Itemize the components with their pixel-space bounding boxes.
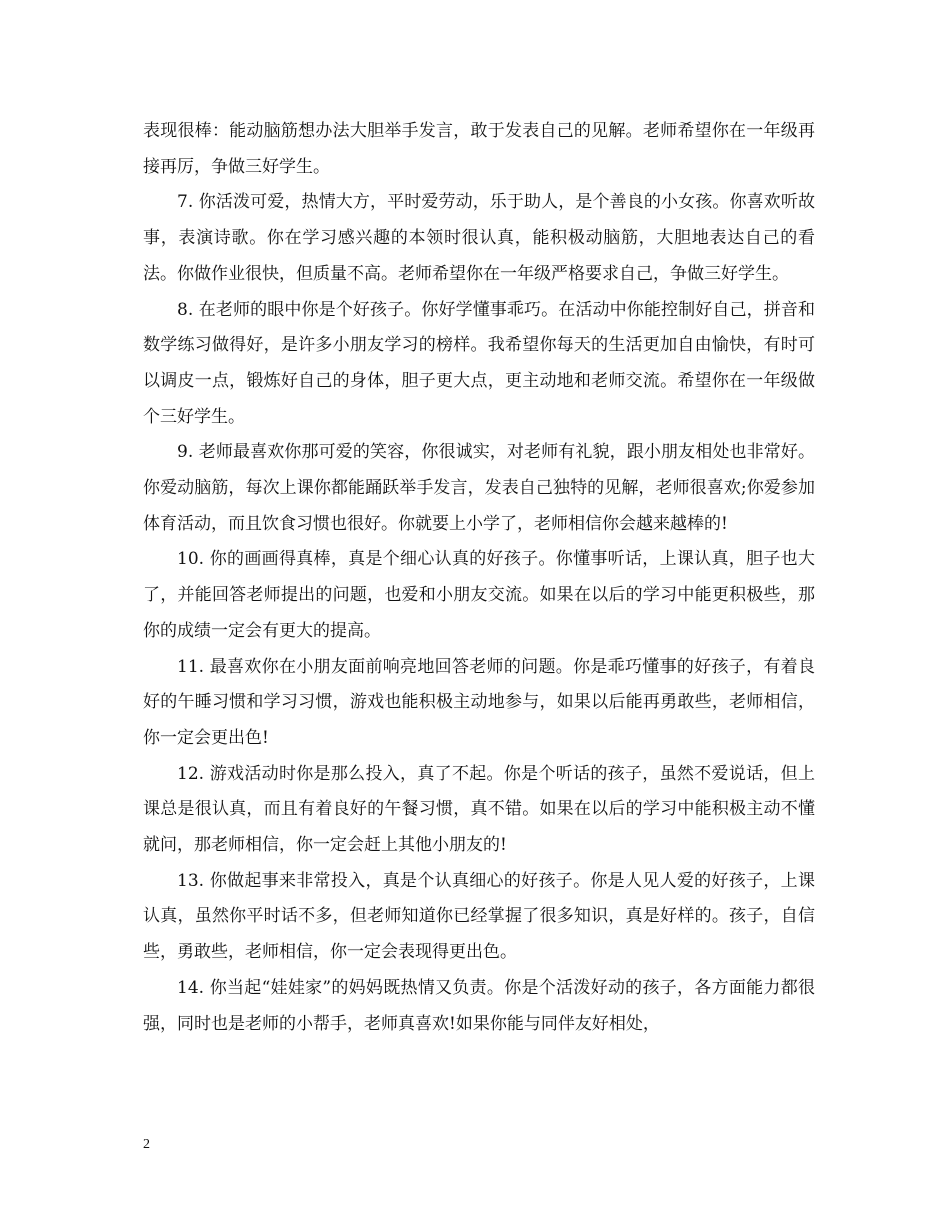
paragraph-item-8: 8. 在老师的眼中你是个好孩子。你好学懂事乖巧。在活动中你能控制好自己，拼音和数学练习做得好，是许多小朋友学习的榜样。我希望你每天的生活更加自由愉快，有时可以调皮一点，锻炼好自己的身体，胆子更大点，更主动地和老师交流。希望你在一年级做个三好学生。 xyxy=(143,299,815,427)
paragraph-item-9: 9. 老师最喜欢你那可爱的笑容，你很诚实，对老师有礼貌，跟小朋友相处也非常好。你爱动脑筋，每次上课你都能踊跃举手发言，发表自己独特的见解，老师很喜欢;你爱参加体育活动，而且饮食习惯也很好。你就要上小学了，老师相信你会越来越棒的! xyxy=(143,442,815,534)
page-number: 2 xyxy=(143,1137,150,1152)
paragraph-item-10: 10. 你的画画得真棒，真是个细心认真的好孩子。你懂事听话，上课认真，胆子也大了，并能回答老师提出的问题，也爱和小朋友交流。如果在以后的学习中能更积极些，那你的成绩一定会有更大的提高。 xyxy=(143,549,815,641)
paragraph-item-7: 7. 你活泼可爱，热情大方，平时爱劳动，乐于助人，是个善良的小女孩。你喜欢听故事，表演诗歌。你在学习感兴趣的本领时很认真，能积极动脑筋，大胆地表达自己的看法。你做作业很快，但质量不高。老师希望你在一年级严格要求自己，争做三好学生。 xyxy=(143,192,815,284)
paragraph-item-14: 14. 你当起“娃娃家”的妈妈既热情又负责。你是个活泼好动的孩子，各方面能力都很强，同时也是老师的小帮手，老师真喜欢!如果你能与同伴友好相处， xyxy=(143,977,815,1034)
paragraph-item-12: 12. 游戏活动时你是那么投入，真了不起。你是个听话的孩子，虽然不爱说话，但上课总是很认真，而且有着良好的午餐习惯，真不错。如果在以后的学习中能积极主动不懂就问，那老师相信，你一定会赶上其他小朋友的! xyxy=(143,763,815,856)
document-body xyxy=(143,114,815,1042)
paragraph-item-11: 11. 最喜欢你在小朋友面前响亮地回答老师的问题。你是乖巧懂事的好孩子，有着良好的午睡习惯和学习习惯，游戏也能积极主动地参与，如果以后能再勇敢些，老师相信，你一定会更出色! xyxy=(143,656,815,748)
paragraph-continuation: 表现很棒：能动脑筋想办法大胆举手发言，敢于发表自己的见解。老师希望你在一年级再接再厉，争做三好学生。 xyxy=(143,121,815,177)
paragraph-item-13: 13. 你做起事来非常投入，真是个认真细心的好孩子。你是人见人爱的好孩子，上课认真，虽然你平时话不多，但老师知道你已经掌握了很多知识，真是好样的。孩子，自信些，勇敢些，老师相信，你一定会表现得更出色。 xyxy=(143,870,815,963)
